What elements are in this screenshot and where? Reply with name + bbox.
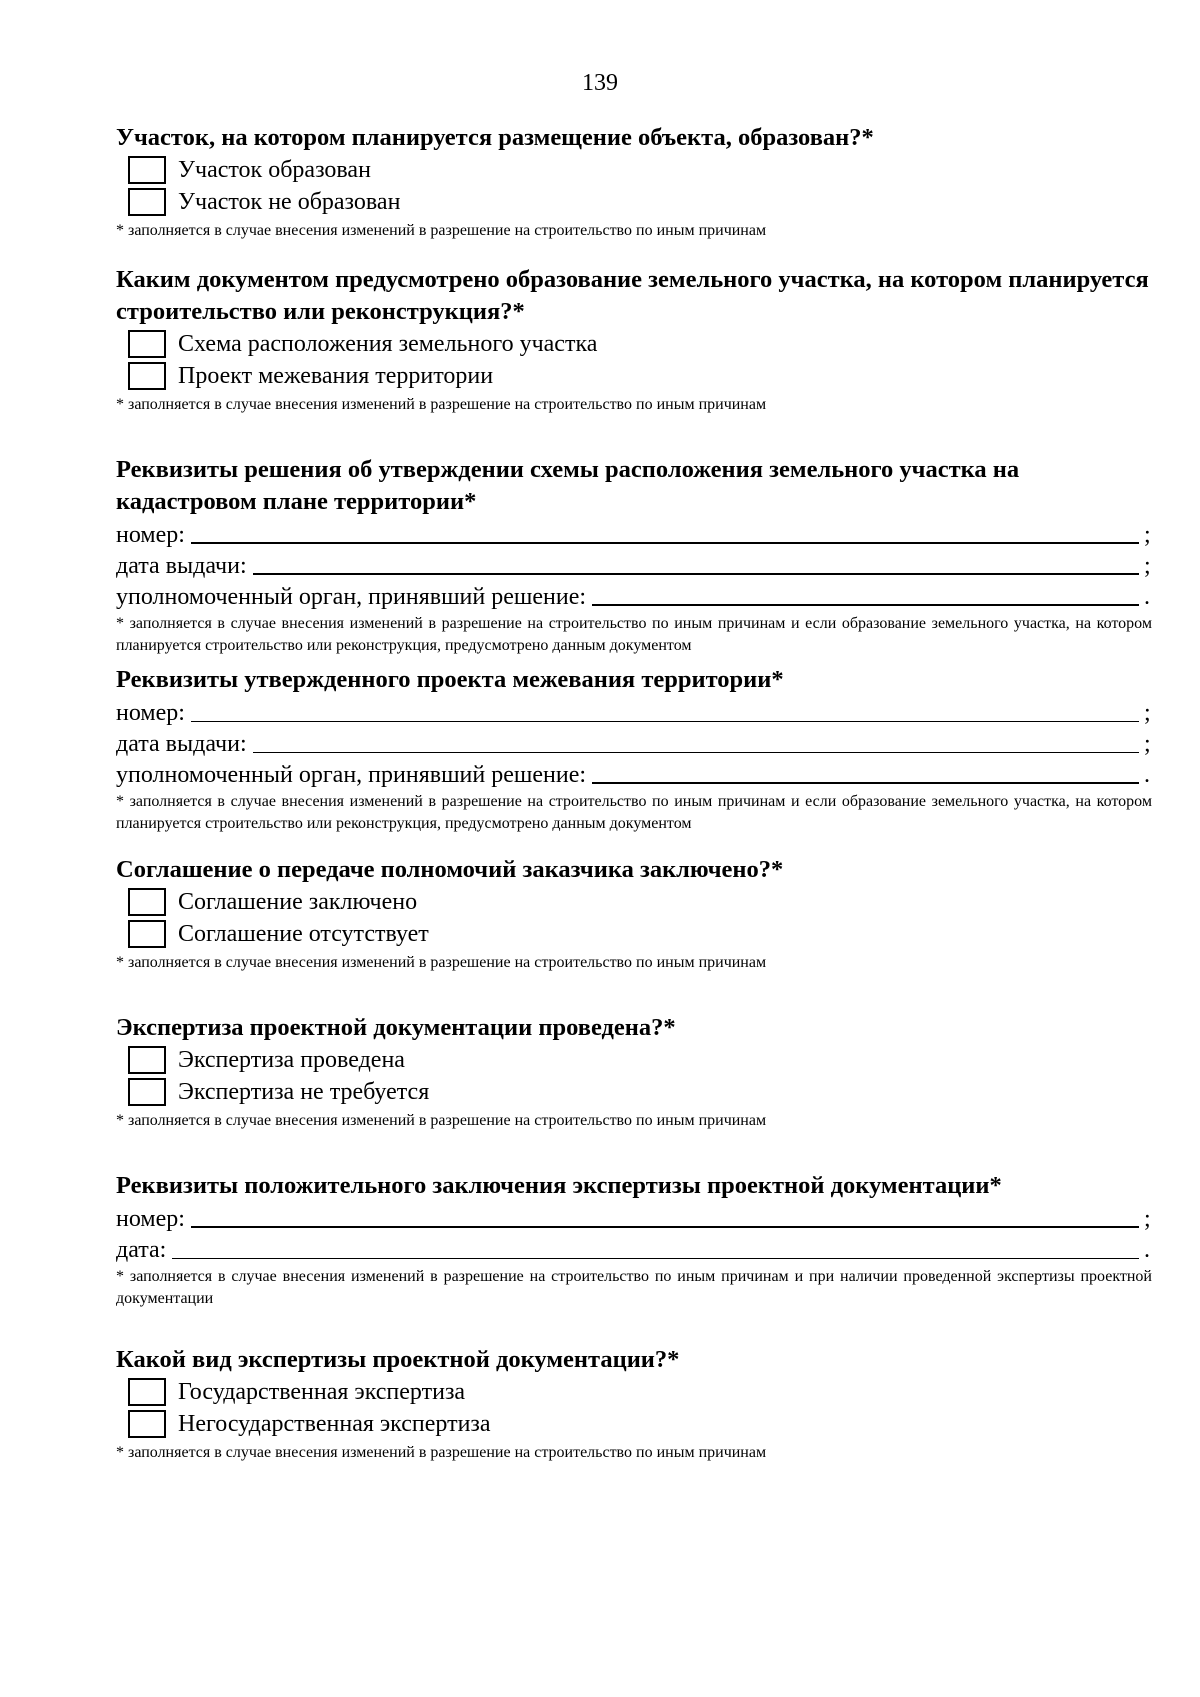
- question-title: Какой вид экспертизы проектной документации?*: [116, 1346, 680, 1373]
- option-label: Экспертиза не требуется: [178, 1078, 430, 1105]
- field-end-punct: ;: [1144, 522, 1151, 548]
- option-row[interactable]: [116, 1376, 1152, 1408]
- field-label: дата выдачи:: [116, 731, 247, 757]
- question-title: Реквизиты положительного заключения экспертизы проектной документации*: [116, 1172, 1002, 1199]
- option-label: Соглашение заключено: [178, 888, 418, 915]
- option-label: Схема расположения земельного участка: [178, 330, 598, 357]
- question-title: Соглашение о передаче полномочий заказчика заключено?*: [116, 856, 784, 883]
- option-label: Участок образован: [178, 156, 371, 183]
- section-survey-project-details: [116, 664, 1152, 835]
- checkbox[interactable]: [128, 156, 166, 184]
- checkbox[interactable]: [128, 1046, 166, 1074]
- checkbox[interactable]: [128, 888, 166, 916]
- footnote: * заполняется в случае внесения изменений в разрешение на строительство по иным причинам: [116, 1444, 767, 1461]
- number-input-line[interactable]: [191, 1204, 1139, 1228]
- field-end-punct: ;: [1144, 731, 1151, 757]
- option-row[interactable]: [116, 886, 1152, 918]
- field-number[interactable]: [116, 1202, 1152, 1233]
- footnote: * заполняется в случае внесения изменений в разрешение на строительство по иным причинам: [116, 396, 767, 413]
- field-authority[interactable]: [116, 580, 1152, 611]
- option-row[interactable]: [116, 186, 1152, 218]
- option-label: Экспертиза проведена: [178, 1046, 405, 1073]
- field-date[interactable]: [116, 1233, 1152, 1264]
- checkbox[interactable]: [128, 920, 166, 948]
- checkbox[interactable]: [128, 188, 166, 216]
- option-row[interactable]: [116, 154, 1152, 186]
- field-number[interactable]: [116, 518, 1152, 549]
- field-end-punct: ;: [1144, 700, 1151, 726]
- checkbox[interactable]: [128, 1410, 166, 1438]
- footnote: * заполняется в случае внесения изменений в разрешение на строительство по иным причинам: [116, 222, 767, 239]
- field-label: номер:: [116, 1206, 185, 1232]
- option-row[interactable]: [116, 1044, 1152, 1076]
- field-issue-date[interactable]: [116, 549, 1152, 580]
- option-label: Соглашение отсутствует: [178, 920, 429, 947]
- date-input-line[interactable]: [172, 1236, 1139, 1259]
- field-end-punct: .: [1144, 762, 1150, 788]
- footnote: * заполняется в случае внесения изменений в разрешение на строительство по иным причинам и если образование земельного участка, на котором планируется строительство или реконструкция, предусмотрено данным документом: [116, 615, 1152, 654]
- authority-input-line[interactable]: [592, 760, 1139, 784]
- footnote: * заполняется в случае внесения изменений в разрешение на строительство по иным причинам: [116, 954, 767, 971]
- field-number[interactable]: [116, 696, 1152, 727]
- field-label: уполномоченный орган, принявший решение:: [116, 762, 587, 788]
- question-title: Участок, на котором планируется размещение объекта, образован?*: [116, 124, 874, 151]
- checkbox[interactable]: [128, 330, 166, 358]
- footnote: * заполняется в случае внесения изменений в разрешение на строительство по иным причинам и если образование земельного участка, на котором планируется строительство или реконструкция, предусмотрено данным документом: [116, 793, 1152, 832]
- option-row[interactable]: [116, 1408, 1152, 1440]
- number-input-line[interactable]: [191, 520, 1139, 544]
- issue-date-input-line[interactable]: [253, 730, 1139, 753]
- field-end-punct: ;: [1144, 1206, 1151, 1232]
- issue-date-input-line[interactable]: [253, 551, 1139, 575]
- field-issue-date[interactable]: [116, 727, 1152, 758]
- section-plot-formed: [116, 122, 1152, 242]
- checkbox[interactable]: [128, 1378, 166, 1406]
- field-authority[interactable]: [116, 758, 1152, 789]
- section-expertise-type: [116, 1344, 1152, 1464]
- option-label: Участок не образован: [178, 188, 401, 215]
- option-label: Проект межевания территории: [178, 362, 494, 389]
- option-label: Государственная экспертиза: [178, 1378, 466, 1405]
- footnote: * заполняется в случае внесения изменений в разрешение на строительство по иным причинам и при наличии проведенной экспертизы проектной документации: [116, 1268, 1152, 1307]
- checkbox[interactable]: [128, 1078, 166, 1106]
- section-formation-document: [116, 264, 1152, 416]
- question-title: Экспертиза проектной документации проведена?*: [116, 1014, 676, 1041]
- field-label: номер:: [116, 522, 185, 548]
- option-row[interactable]: [116, 328, 1152, 360]
- section-scheme-decision-details: [116, 454, 1152, 657]
- question-title: Каким документом предусмотрено образование земельного участка, на котором планируется строительство или реконструкция?*: [116, 266, 1149, 325]
- option-label: Негосударственная экспертиза: [178, 1410, 491, 1437]
- field-end-punct: ;: [1144, 553, 1151, 579]
- question-title: Реквизиты решения об утверждении схемы расположения земельного участка на кадастровом плане территории*: [116, 456, 1020, 515]
- section-positive-conclusion-details: [116, 1170, 1152, 1310]
- field-end-punct: .: [1144, 584, 1150, 610]
- footnote: * заполняется в случае внесения изменений в разрешение на строительство по иным причинам: [116, 1112, 767, 1129]
- field-label: номер:: [116, 700, 185, 726]
- section-customer-agreement: [116, 854, 1152, 974]
- question-title: Реквизиты утвержденного проекта межевания территории*: [116, 666, 784, 693]
- page-number: 139: [582, 70, 618, 96]
- field-end-punct: .: [1144, 1237, 1150, 1263]
- authority-input-line[interactable]: [592, 582, 1139, 606]
- option-row[interactable]: [116, 1076, 1152, 1108]
- field-label: дата:: [116, 1237, 167, 1263]
- section-expertise-conducted: [116, 1012, 1152, 1132]
- field-label: дата выдачи:: [116, 553, 247, 579]
- number-input-line[interactable]: [191, 699, 1139, 722]
- option-row[interactable]: [116, 360, 1152, 392]
- checkbox[interactable]: [128, 362, 166, 390]
- option-row[interactable]: [116, 918, 1152, 950]
- field-label: уполномоченный орган, принявший решение:: [116, 584, 587, 610]
